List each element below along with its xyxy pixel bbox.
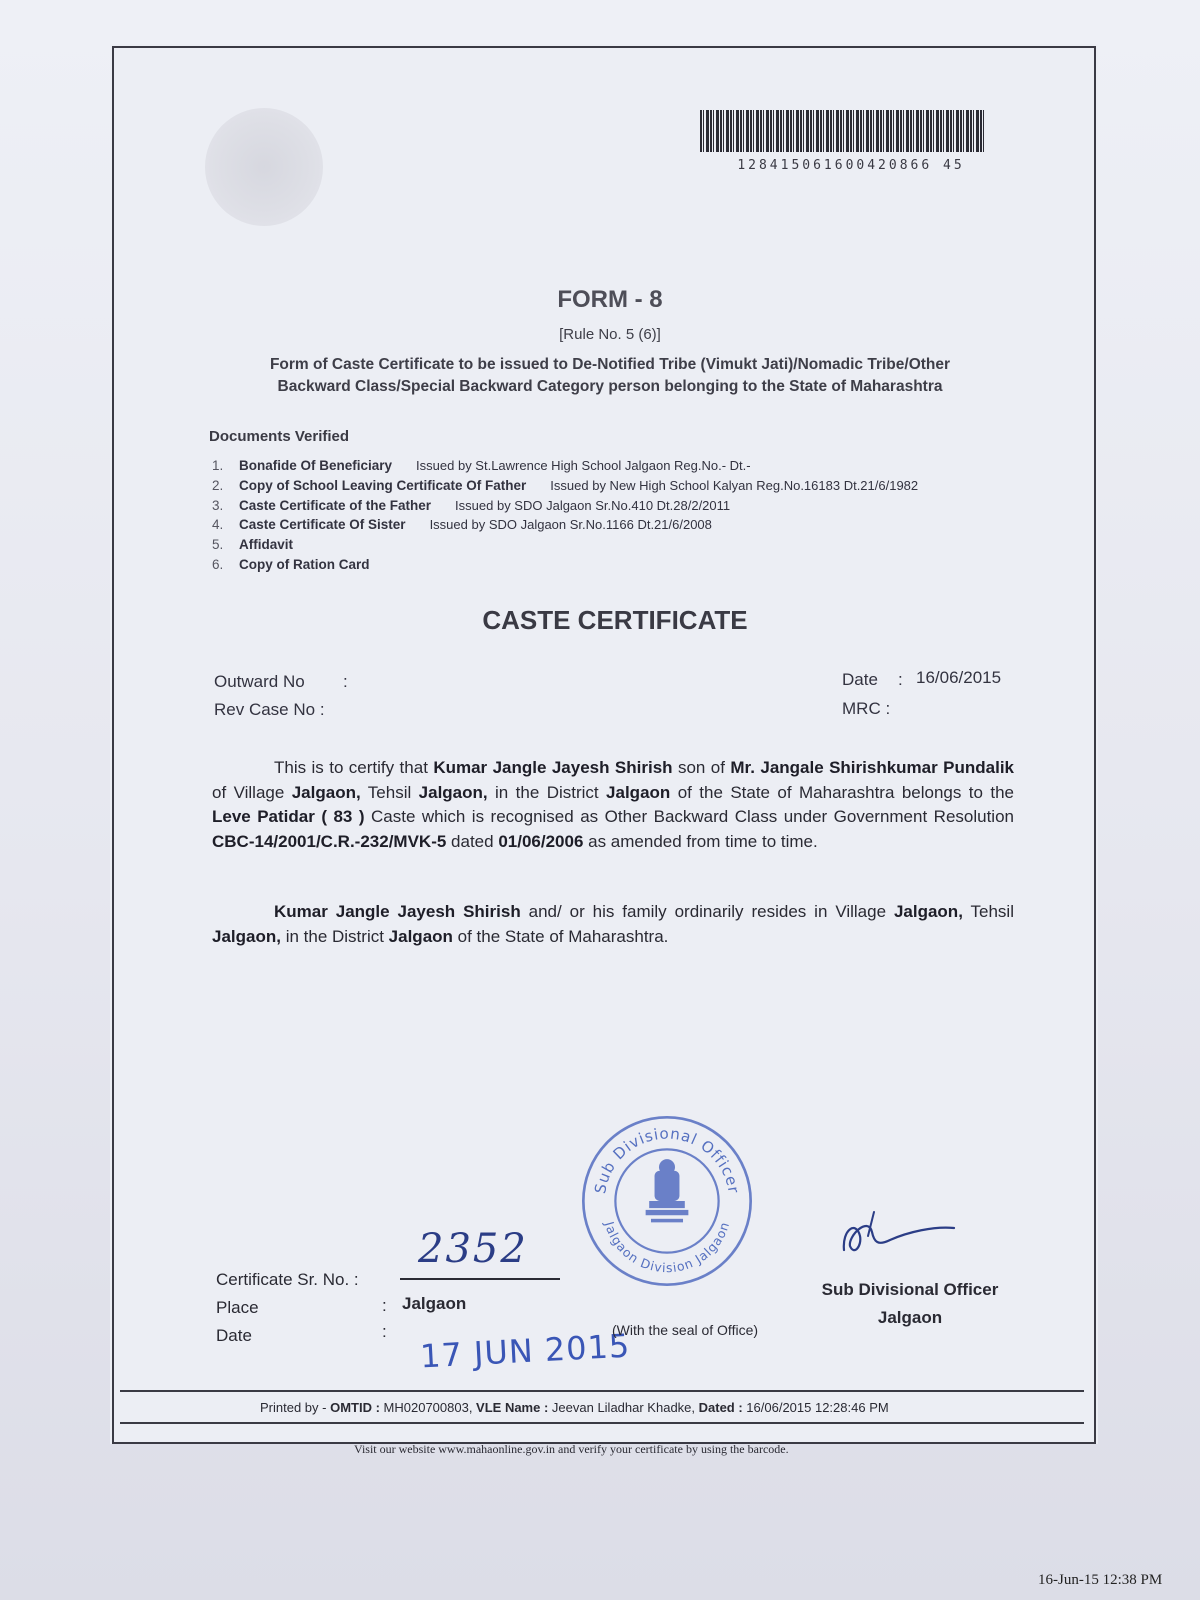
- document-item: 2. Copy of School Leaving Certificate Of Father Issued by New High School Kalyan Reg.No.16183 Dt.21/6/1982: [212, 477, 919, 493]
- document-item: 5. Affidavit: [212, 537, 293, 553]
- place-colon: :: [382, 1296, 387, 1315]
- caste-name: Leve Patidar ( 83 ): [212, 807, 365, 826]
- document-item: 4. Caste Certificate Of Sister Issued by SDO Jalgaon Sr.No.1166 Dt.21/6/2008: [212, 517, 712, 533]
- seal-text-bottom: Jalgaon Division Jalgaon: [601, 1219, 733, 1276]
- footer-divider-top: [120, 1390, 1084, 1392]
- footer-date-colon: :: [382, 1322, 387, 1341]
- date-value: 16/06/2015: [916, 668, 1002, 687]
- barcode-number: 128415061600420866 45: [737, 158, 965, 173]
- mrc-label: MRC :: [842, 699, 891, 718]
- certificate-paragraph-1: This is to certify that Kumar Jangle Jayesh Shirish son of Mr. Jangale Shirishkumar Pundalik of Village Jalgaon, Tehsil Jalgaon, in the District Jalgaon of the State of Maharashtra belongs to the Leve Patidar ( 83 ) Caste which is recognised as Other Backward Class under Government Resolution CBC-14/2001/C.R.-232/MVK-5 dated 01/06/2006 as amended from time to time.: [212, 758, 1014, 851]
- faint-emblem-watermark: [205, 108, 323, 226]
- verify-website-note: Visit our website www.mahaonline.gov.in and verify your certificate by using the barcode.: [354, 1442, 789, 1456]
- certificate-title: CASTE CERTIFICATE: [482, 605, 748, 635]
- documents-verified-heading: Documents Verified: [209, 428, 350, 445]
- certificate-paragraph-2: Kumar Jangle Jayesh Shirish and/ or his family ordinarily resides in Village Jalgaon, Tehsil Jalgaon, in the District Jalgaon of the State of Maharashtra.: [212, 902, 1014, 946]
- document-item: 1. Bonafide Of Beneficiary Issued by St.Lawrence High School Jalgaon Reg.No.- Dt.-: [212, 458, 751, 473]
- certificate-sr-no-handwritten: 2352: [418, 1226, 528, 1272]
- outward-no-label: Outward No: [214, 672, 305, 691]
- sr-no-underline: [400, 1278, 560, 1280]
- officer-title: Sub Divisional Officer: [821, 1280, 999, 1299]
- certificate-sr-no-label: Certificate Sr. No. :: [216, 1270, 359, 1289]
- father-name: Mr. Jangale Shirishkumar Pundalik: [730, 758, 1014, 777]
- footer-divider-bottom: [120, 1422, 1084, 1424]
- national-emblem-icon: [646, 1159, 689, 1222]
- form-purpose: [200, 354, 1020, 398]
- form-purpose-line-1: Form of Caste Certificate to be issued to De-Notified Tribe (Vimukt Jati)/Nomadic Tribe/Other: [269, 356, 951, 373]
- rev-case-no-label: Rev Case No :: [214, 700, 325, 719]
- form-title: FORM - 8: [557, 286, 663, 313]
- footer-date-label: Date: [216, 1326, 252, 1345]
- seal-note: (With the seal of Office): [612, 1322, 759, 1338]
- barcode: [700, 110, 986, 152]
- date-stamp: 17 JUN 2015: [419, 1326, 632, 1376]
- seal-text-top: Sub Divisional Officer: [591, 1124, 743, 1196]
- documents-verified-list: [212, 458, 918, 577]
- officer-signature: [838, 1206, 958, 1266]
- printed-by-line: Printed by - OMTID : MH020700803, VLE Name : Jeevan Liladhar Khadke, Dated : 16/06/2015 12:28:46 PM: [260, 1400, 889, 1415]
- rule-number: [Rule No. 5 (6)]: [559, 326, 661, 343]
- date-label: Date: [842, 670, 878, 689]
- place-value: Jalgaon: [402, 1294, 467, 1313]
- document-item: 3. Caste Certificate of the Father Issued by SDO Jalgaon Sr.No.410 Dt.28/2/2011: [212, 497, 731, 513]
- beneficiary-name: Kumar Jangle Jayesh Shirish: [433, 758, 673, 777]
- document-item: 6. Copy of Ration Card: [212, 556, 370, 572]
- outward-no-colon: :: [343, 672, 348, 691]
- office-seal-stamp: [578, 1112, 756, 1290]
- resolution-number: CBC-14/2001/C.R.-232/MVK-5: [212, 831, 447, 851]
- officer-place: Jalgaon: [877, 1308, 943, 1327]
- place-label: Place: [216, 1298, 259, 1317]
- photo-timestamp: 16-Jun-15 12:38 PM: [1038, 1572, 1163, 1588]
- svg-text:Jalgaon Division Jalgaon: [602, 1219, 733, 1275]
- date-colon: :: [898, 670, 903, 689]
- form-purpose-line-2: Backward Class/Special Backward Category person belonging to the State of Maharashtra: [277, 378, 943, 395]
